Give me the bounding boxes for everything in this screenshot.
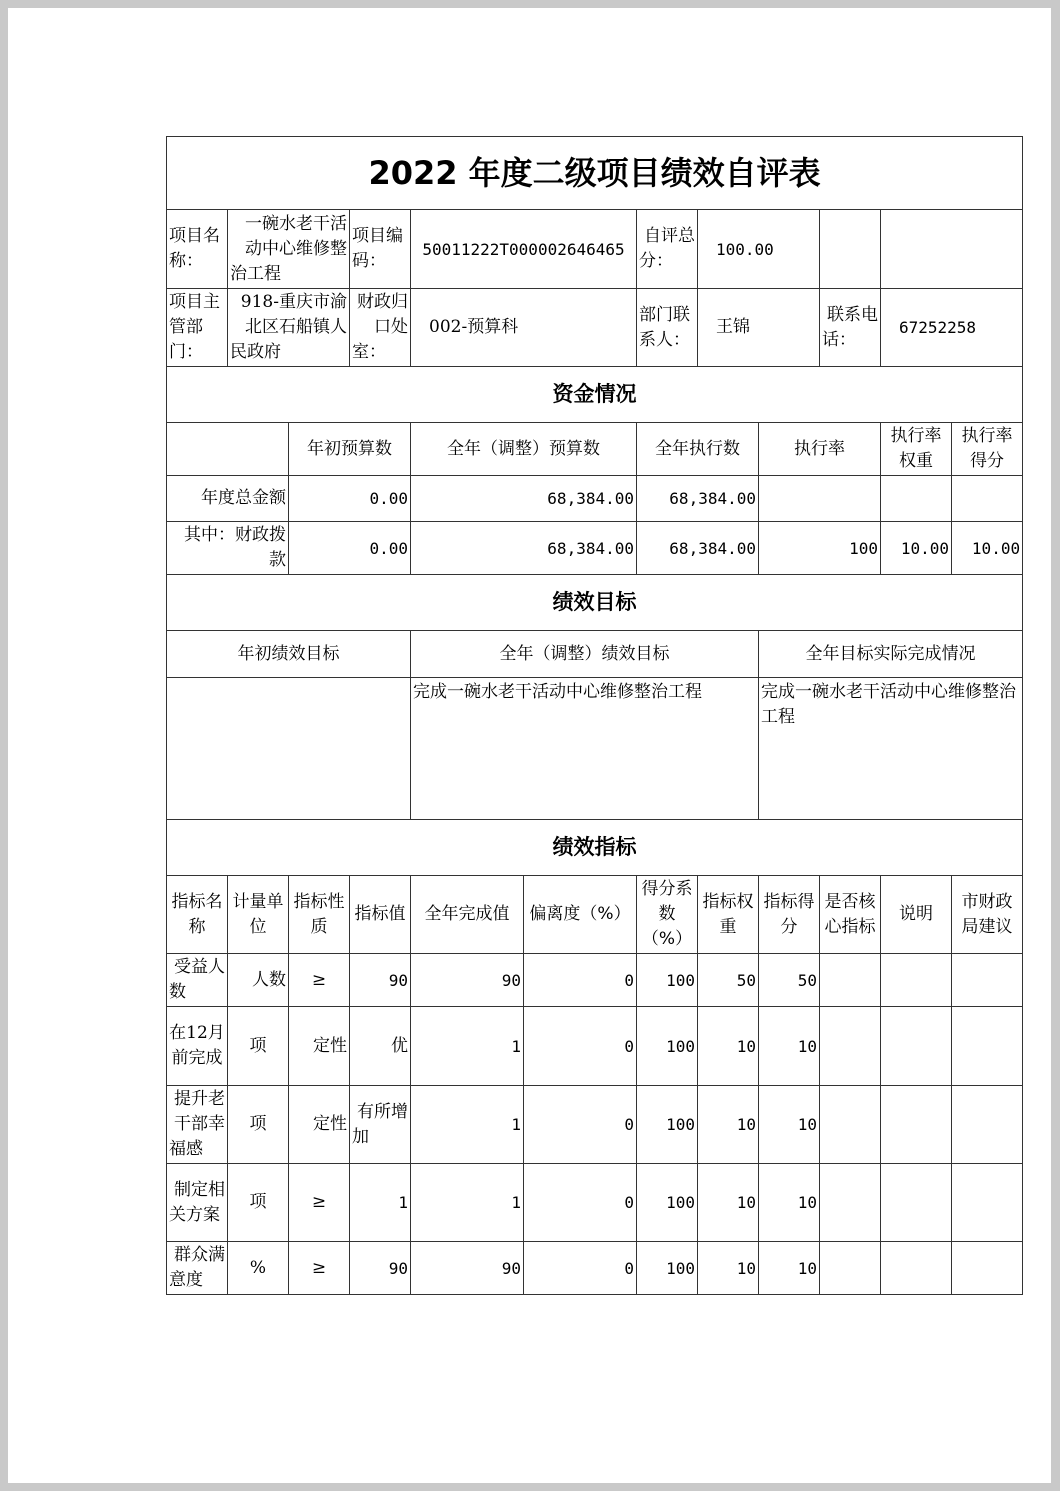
funds-row-label: 年度总金额 <box>167 476 289 522</box>
indicator-header: 说明 <box>881 876 952 954</box>
indicator-unit: % <box>228 1242 289 1295</box>
indicator-value: 90 <box>350 954 411 1007</box>
indicator-advice <box>952 1242 1023 1295</box>
indicator-score: 10 <box>759 1007 820 1086</box>
goal-initial <box>167 678 411 820</box>
indicator-weight: 10 <box>698 1164 759 1242</box>
indicator-value: 90 <box>350 1242 411 1295</box>
indicator-nature: ≥ <box>289 1242 350 1295</box>
indicator-advice <box>952 1007 1023 1086</box>
indicator-weight: 10 <box>698 1242 759 1295</box>
indicator-deviation: 0 <box>524 1086 637 1164</box>
dept-label: 项目主管部门： <box>167 289 228 367</box>
indicator-unit: 项 <box>228 1086 289 1164</box>
indicator-header: 指标性质 <box>289 876 350 954</box>
indicator-value: 优 <box>350 1007 411 1086</box>
goals-header: 年初绩效目标 <box>167 631 411 678</box>
project-code-label: 项目编码： <box>350 210 411 289</box>
indicator-header: 指标权重 <box>698 876 759 954</box>
funds-row-label: 其中：财政拨款 <box>167 522 289 575</box>
funds-cell: 10.00 <box>952 522 1023 575</box>
indicator-header: 市财政局建议 <box>952 876 1023 954</box>
funds-cell <box>881 476 952 522</box>
indicator-deviation: 0 <box>524 1242 637 1295</box>
goal-actual: 完成一碗水老干活动中心维修整治工程 <box>759 678 1023 820</box>
indicator-core <box>820 1086 881 1164</box>
indicator-score: 10 <box>759 1086 820 1164</box>
indicator-header: 偏离度（%） <box>524 876 637 954</box>
indicator-actual: 90 <box>411 954 524 1007</box>
indicator-deviation: 0 <box>524 1007 637 1086</box>
funds-cell: 100 <box>759 522 881 575</box>
indicator-name: 制定相关方案 <box>167 1164 228 1242</box>
indicator-note <box>881 954 952 1007</box>
indicator-coefficient: 100 <box>637 1007 698 1086</box>
indicator-nature: ≥ <box>289 954 350 1007</box>
funds-cell: 68,384.00 <box>637 476 759 522</box>
indicator-actual: 90 <box>411 1242 524 1295</box>
indicator-note <box>881 1007 952 1086</box>
page-title: 2022 年度二级项目绩效自评表 <box>167 137 1023 210</box>
indicators-section-title: 绩效指标 <box>167 820 1023 876</box>
indicator-header: 得分系数（%） <box>637 876 698 954</box>
indicator-score: 10 <box>759 1164 820 1242</box>
indicator-note <box>881 1242 952 1295</box>
funds-cell: 0.00 <box>289 522 411 575</box>
indicator-row <box>167 1164 1023 1242</box>
indicator-note <box>881 1086 952 1164</box>
indicator-name: 在12月前完成 <box>167 1007 228 1086</box>
funds-cell <box>759 476 881 522</box>
goals-section-title: 绩效目标 <box>167 575 1023 631</box>
funds-cell: 68,384.00 <box>637 522 759 575</box>
indicator-deviation: 0 <box>524 1164 637 1242</box>
goals-header: 全年目标实际完成情况 <box>759 631 1023 678</box>
indicator-advice <box>952 1086 1023 1164</box>
indicator-header: 指标得分 <box>759 876 820 954</box>
phone-label: 联系电话： <box>820 289 881 367</box>
funds-header: 全年执行数 <box>637 423 759 476</box>
indicator-name: 提升老干部幸福感 <box>167 1086 228 1164</box>
office-name: 002-预算科 <box>411 289 637 367</box>
indicator-weight: 50 <box>698 954 759 1007</box>
indicator-header: 指标值 <box>350 876 411 954</box>
indicator-row <box>167 1086 1023 1164</box>
funds-cell: 68,384.00 <box>411 522 637 575</box>
funds-header: 执行率 <box>759 423 881 476</box>
funds-cell: 10.00 <box>881 522 952 575</box>
office-label: 财政归口处室： <box>350 289 411 367</box>
indicator-header: 全年完成值 <box>411 876 524 954</box>
indicator-coefficient: 100 <box>637 1242 698 1295</box>
phone-number: 67252258 <box>881 289 1023 367</box>
indicator-score: 10 <box>759 1242 820 1295</box>
indicator-row <box>167 1242 1023 1295</box>
indicator-coefficient: 100 <box>637 954 698 1007</box>
indicator-actual: 1 <box>411 1007 524 1086</box>
indicator-header: 指标名称 <box>167 876 228 954</box>
indicator-coefficient: 100 <box>637 1164 698 1242</box>
contact-label: 部门联系人： <box>637 289 698 367</box>
project-code: 50011222T000002646465 <box>411 210 637 289</box>
contact-name: 王锦 <box>698 289 820 367</box>
indicator-core <box>820 1164 881 1242</box>
score-label: 自评总分： <box>637 210 698 289</box>
indicator-score: 50 <box>759 954 820 1007</box>
goals-header: 全年（调整）绩效目标 <box>411 631 759 678</box>
self-score: 100.00 <box>698 210 820 289</box>
indicator-actual: 1 <box>411 1164 524 1242</box>
dept-name: 918-重庆市渝北区石船镇人民政府 <box>228 289 350 367</box>
indicator-value: 1 <box>350 1164 411 1242</box>
indicator-name: 群众满意度 <box>167 1242 228 1295</box>
indicator-weight: 10 <box>698 1007 759 1086</box>
indicator-row <box>167 1007 1023 1086</box>
indicator-core <box>820 1242 881 1295</box>
funds-cell: 0.00 <box>289 476 411 522</box>
indicator-nature: ≥ <box>289 1164 350 1242</box>
indicator-weight: 10 <box>698 1086 759 1164</box>
indicator-header: 计量单位 <box>228 876 289 954</box>
funds-header: 年初预算数 <box>289 423 411 476</box>
indicator-core <box>820 954 881 1007</box>
funds-header: 全年（调整）预算数 <box>411 423 637 476</box>
project-name-label: 项目名称： <box>167 210 228 289</box>
funds-section-title: 资金情况 <box>167 367 1023 423</box>
document-page <box>8 8 1051 1483</box>
indicator-name: 受益人数 <box>167 954 228 1007</box>
indicator-nature: 定性 <box>289 1007 350 1086</box>
indicator-deviation: 0 <box>524 954 637 1007</box>
indicator-advice <box>952 1164 1023 1242</box>
indicator-core <box>820 1007 881 1086</box>
indicator-value: 有所增加 <box>350 1086 411 1164</box>
indicator-nature: 定性 <box>289 1086 350 1164</box>
indicator-actual: 1 <box>411 1086 524 1164</box>
evaluation-table <box>166 136 1023 1295</box>
funds-header: 执行率权重 <box>881 423 952 476</box>
funds-header: 执行率得分 <box>952 423 1023 476</box>
indicator-row <box>167 954 1023 1007</box>
indicator-unit: 人数 <box>228 954 289 1007</box>
indicator-unit: 项 <box>228 1164 289 1242</box>
indicator-advice <box>952 954 1023 1007</box>
funds-cell: 68,384.00 <box>411 476 637 522</box>
indicator-note <box>881 1164 952 1242</box>
project-name: 一碗水老干活动中心维修整治工程 <box>228 210 350 289</box>
goal-adjusted: 完成一碗水老干活动中心维修整治工程 <box>411 678 759 820</box>
indicator-unit: 项 <box>228 1007 289 1086</box>
funds-cell <box>952 476 1023 522</box>
indicator-header: 是否核心指标 <box>820 876 881 954</box>
indicator-coefficient: 100 <box>637 1086 698 1164</box>
